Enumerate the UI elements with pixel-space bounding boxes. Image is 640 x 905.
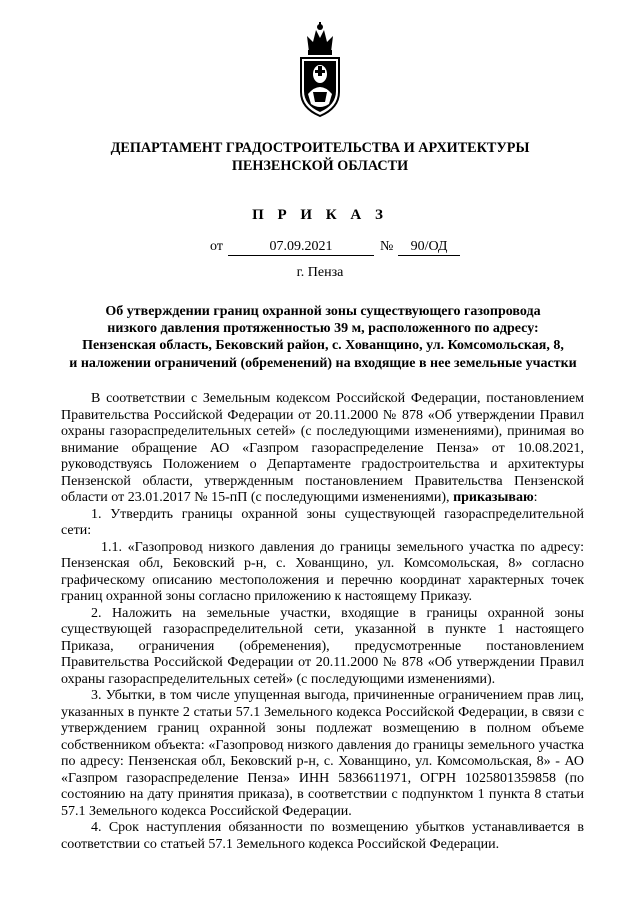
preamble-text: В соответствии с Земельным кодексом Российской Федерации, постановлением Правительства Российской Федерации от 20.11.2000 № 878 «Об утверждении Правил охраны газораспределительных сетей» (с последующими изменениями), принимая во внимание обращение АО «Газпром газораспределение Пенза» от 10.08.2021, руководствуясь Положением о Департаменте градостроительства и архитектуры Пензенской области, утвержденным постановлением Правительства Пензенской области от 23.01.2017 № 15-пП (с последующими изменениями), xyxy=(61,391,584,505)
item-3: 3. Убытки, в том числе упущенная выгода, причиненные ограничением прав лиц, указанных в пункте 2 статьи 57.1 Земельного кодекса Российской Федерации, в связи с утверждением границ охранной зоны подлежат возмещению в полном объеме собственником объекта: «Газопровод низкого давления до границы земельного участка по адресу: Пензенская обл, Бековский р-н, с. Хованщино, ул. Комсомольская, 8» - АО «Газпром газораспределение Пенза» ИНН 5836611971, ОГРН 1025801359858 (по состоянию на дату принятия приказа), в соответствии с подпунктом 1 пункта 8 статьи 57.1 Земельного кодекса Российской Федерации. xyxy=(61,688,584,819)
subject-line4: и наложении ограничений (обременений) на входящие в нее земельные участки xyxy=(69,355,577,371)
preamble-bold-word: приказываю xyxy=(453,490,534,505)
order-number: 90/ОД xyxy=(398,239,460,256)
order-subject xyxy=(58,303,588,372)
item-1: 1. Утвердить границы охранной зоны существующей газораспределительной сети: xyxy=(61,506,584,538)
preamble-paragraph xyxy=(61,391,584,507)
subject-line1: Об утверждении границ охранной зоны существующего газопровода xyxy=(105,304,541,319)
subject-line3: Пензенская область, Бековский район, с. Хованщино, ул. Комсомольская, 8, xyxy=(82,338,564,354)
department-header xyxy=(0,139,640,175)
item-1-1: 1.1. «Газопровод низкого давления до границы земельного участка по адресу: Пензенская обл, Бековский р-н, с. Хованщино, ул. Комсомольская, 8» согласно графическому описанию местоположения и перечню координат характерных точек границ охранной зоны согласно приложению к настоящему Приказу. xyxy=(61,539,584,604)
number-prefix: № xyxy=(380,239,394,254)
order-date: 07.09.2021 xyxy=(228,239,374,256)
date-prefix: от xyxy=(210,239,223,254)
department-line2: ПЕНЗЕНСКОЙ ОБЛАСТИ xyxy=(231,158,409,174)
department-line1: ДЕПАРТАМЕНТ ГРАДОСТРОИТЕЛЬСТВА И АРХИТЕКТУРЫ xyxy=(110,140,530,156)
penza-coat-of-arms-icon xyxy=(297,22,343,118)
preamble-end: : xyxy=(533,490,538,505)
item-4: 4. Срок наступления обязанности по возмещению убытков устанавливается в соответствии со статьей 57.1 Земельного кодекса Российской Федерации. xyxy=(61,820,584,852)
item-2: 2. Наложить на земельные участки, входящие в границы охранной зоны существующей газораспределительной сети, указанной в пункте 1 настоящего Приказа, ограничения (обременения), предусмотренные постановлением Правительства Российской Федерации от 20.11.2000 № 878 «Об утверждении Правил охраны газораспределительных сетей» (с последующими изменениями). xyxy=(61,605,584,687)
order-title: П Р И К А З xyxy=(252,207,388,223)
order-body xyxy=(61,391,584,853)
order-city: г. Пенза xyxy=(296,265,344,280)
subject-line2: низкого давления протяженностью 39 м, расположенного по адресу: xyxy=(107,321,539,337)
